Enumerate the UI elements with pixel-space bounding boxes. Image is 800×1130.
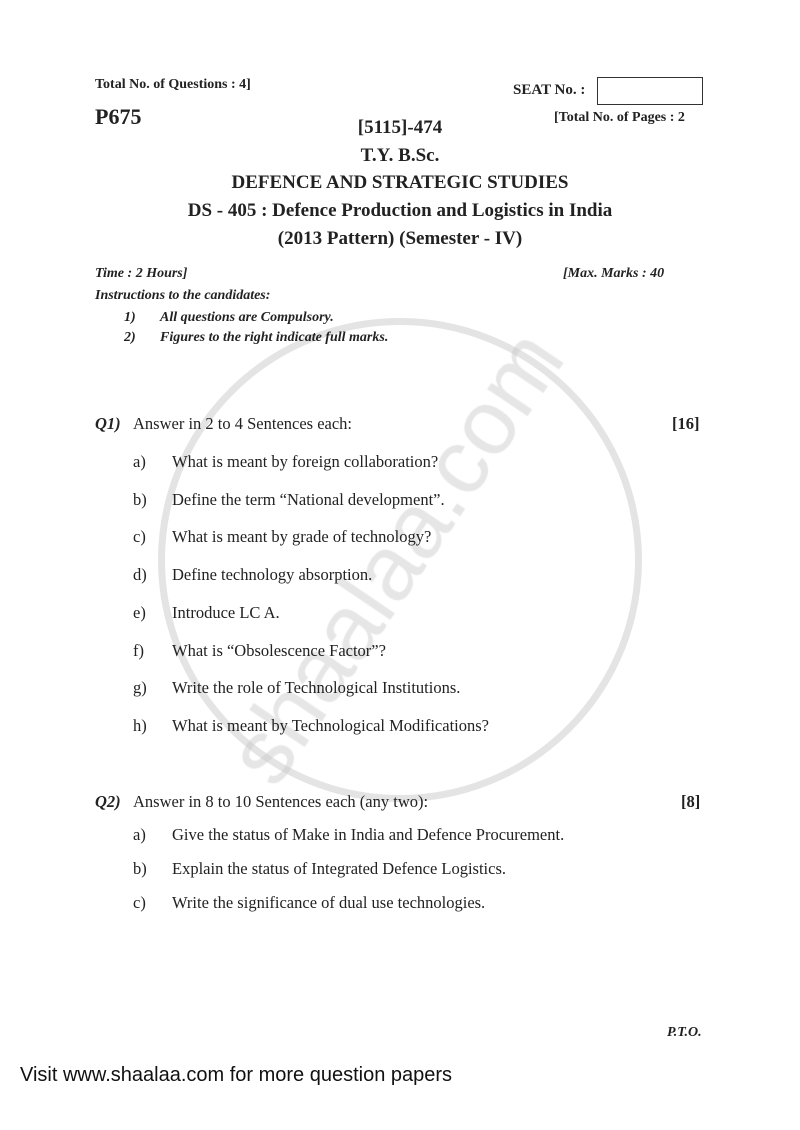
- total-pages: [Total No. of Pages : 2: [554, 110, 685, 125]
- question-item-text: Give the status of Make in India and Defence Procurement.: [172, 825, 565, 844]
- footer-link[interactable]: Visit www.shaalaa.com for more question papers: [20, 1064, 453, 1086]
- question-item-text: Write the significance of dual use technologies.: [172, 893, 486, 912]
- question-item-text: What is meant by Technological Modifications?: [172, 715, 489, 735]
- instructions-title: Instructions to the candidates:: [95, 288, 271, 303]
- q1-instruction: Answer in 2 to 4 Sentences each:: [133, 414, 353, 433]
- instruction-text: All questions are Compulsory.: [160, 310, 334, 325]
- question-item-text: What is meant by grade of technology?: [172, 527, 432, 547]
- question-item-number: b): [133, 859, 147, 878]
- pto: P.T.O.: [667, 1025, 702, 1040]
- question-item-number: h): [133, 715, 147, 735]
- exam-code: [5115]-474: [357, 117, 443, 138]
- question-item-number: g): [133, 678, 147, 698]
- course: T.Y. B.Sc.: [360, 145, 440, 166]
- q2-label: Q2): [95, 792, 121, 811]
- seat-label: SEAT No. :: [513, 82, 586, 98]
- paper-code: P675: [95, 104, 142, 129]
- question-item-text: Explain the status of Integrated Defence Logistics.: [172, 859, 507, 878]
- question-item-number: a): [133, 452, 146, 471]
- q1-label: Q1): [95, 414, 121, 433]
- question-item-number: b): [133, 489, 147, 509]
- question-item-number: a): [133, 825, 146, 844]
- question-item-text: Define the term “National development”.: [172, 489, 445, 509]
- question-item-text: Write the role of Technological Institutions.: [172, 678, 461, 698]
- question-item-number: d): [133, 565, 147, 585]
- question-item-text: Define technology absorption.: [172, 565, 373, 585]
- max-marks: [Max. Marks : 40: [563, 266, 665, 281]
- question-item-number: e): [133, 602, 146, 622]
- subject: DEFENCE AND STRATEGIC STUDIES: [231, 172, 569, 193]
- paper-title: DS - 405 : Defence Production and Logistics in India: [187, 200, 613, 221]
- q1-marks: [16]: [672, 414, 700, 433]
- total-questions: Total No. of Questions : 4]: [95, 77, 251, 92]
- q2-marks: [8]: [681, 792, 701, 811]
- question-item-number: c): [133, 893, 146, 912]
- question-item-text: What is “Obsolescence Factor”?: [172, 640, 386, 660]
- instruction-num: 1): [124, 310, 136, 325]
- instruction-text: Figures to the right indicate full marks.: [160, 330, 389, 345]
- question-item-text: Introduce LC A.: [172, 602, 280, 622]
- question-item-number: f): [133, 640, 144, 660]
- question-item-text: What is meant by foreign collaboration?: [172, 452, 439, 471]
- seat-number-box: [597, 77, 703, 105]
- time: Time : 2 Hours]: [95, 266, 188, 281]
- q2-instruction: Answer in 8 to 10 Sentences each (any two):: [133, 792, 429, 811]
- instruction-num: 2): [124, 330, 136, 345]
- question-item-number: c): [133, 527, 146, 547]
- pattern: (2013 Pattern) (Semester - IV): [277, 228, 523, 249]
